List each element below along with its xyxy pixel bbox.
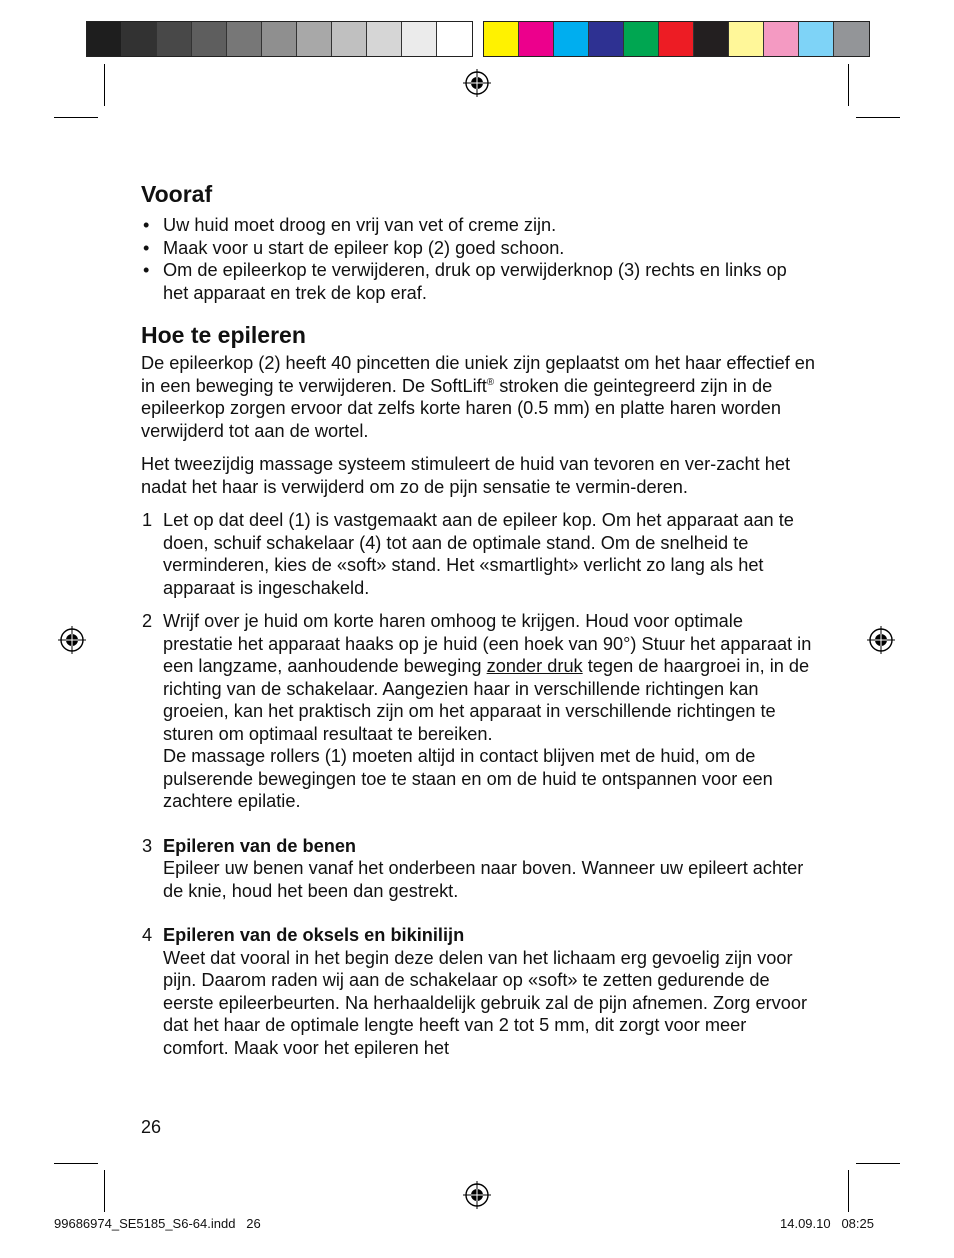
step-item — [141, 924, 816, 1059]
step-item — [141, 610, 816, 813]
step-text: De massage rollers (1) moeten altijd in contact blijven met de huid, om de pulserende bewegingen toe te staan en om de huid te ontspannen voor een zachtere epilatie. — [163, 746, 773, 811]
bullet-list — [141, 214, 816, 304]
color-swatch — [589, 22, 624, 56]
section-title-epileren: Hoe te epileren — [141, 322, 306, 348]
step-item — [141, 509, 816, 599]
gray-swatch — [402, 22, 437, 56]
step-number: 4 — [142, 925, 153, 945]
gray-swatch — [87, 22, 122, 56]
color-swatch — [729, 22, 764, 56]
registration-mark-icon — [57, 625, 87, 655]
step-text: tegen de haargroei in, in de richting van de schakelaar. Aangezien haar in verschillende richtingen kan groeien, kan het praktisch zijn om het apparaat in verschillende richtingen te sturen om optimaal resultaat te bereiken. — [163, 656, 810, 744]
crop-mark — [104, 1170, 105, 1212]
page-content — [141, 180, 816, 1059]
registration-mark-icon — [462, 1180, 492, 1210]
steps-list — [141, 509, 816, 1059]
crop-mark — [856, 1163, 900, 1164]
intro-paragraph: De epileerkop (2) heeft 40 pincetten die uniek zijn geplaatst om het haar effectief en in een beweging te verwijderen. De SoftLift® stroken die geintegreerd zijn in de epileerkop zorgen ervoor dat zelfs korte haren (0.5 mm) en platte haren worden verwijderd tot aan de wortel. — [141, 353, 816, 441]
section-title-vooraf: Vooraf — [141, 181, 213, 207]
grayscale-calibration-bar — [86, 21, 473, 57]
step-number: 3 — [142, 835, 153, 856]
color-swatch — [659, 22, 694, 56]
step-text: Weet dat vooral in het begin deze delen van het lichaam erg gevoelig zijn voor pijn. Daarom raden wij aan de schakelaar op «soft» te zetten gedurende de eerste epileerbeurten. Na herhaaldelijk gebruik zal de pijn afnemen. Zorg ervoor dat het haar de optimale lengte heeft van 2 tot 5 mm, dit zorgt voor meer comfort. Maak voor het epileren het — [163, 947, 808, 1058]
gray-swatch — [192, 22, 227, 56]
crop-mark — [848, 1170, 849, 1212]
massage-paragraph: Het tweezijdig massage systeem stimuleert de huid van tevoren en ver-zacht het nadat het haar is verwijderd om zo de pijn sensatie te vermin-deren. — [141, 454, 791, 497]
list-item: • Maak voor u start de epileer kop (2) goed schoon. — [141, 237, 816, 260]
color-swatch — [554, 22, 589, 56]
step-text: Let op dat deel (1) is vastgemaakt aan de epileer kop. Om het apparaat aan te doen, schuif schakelaar (4) tot aan de optimale stand. Om de snelheid te verminderen, kies de «soft» stand. Het «smartlight» verlicht zo lang als het apparaat is ingeschakeld. — [163, 510, 794, 598]
emphasis-underline: zonder druk — [486, 656, 583, 676]
step-text: Wrijf over je huid om korte haren omhoog te krijgen. Houd voor optimale prestatie het apparaat haaks op je huid (een hoek van 90°) Stuur het apparaat in een langzame, aanhoudende beweging — [163, 611, 812, 676]
gray-swatch — [227, 22, 262, 56]
registered-mark: ® — [486, 376, 495, 388]
registration-mark-icon — [462, 68, 492, 98]
page-number: 26 — [141, 1117, 162, 1137]
gray-swatch — [297, 22, 332, 56]
color-swatch — [519, 22, 554, 56]
registration-mark-icon — [866, 625, 896, 655]
color-swatch — [484, 22, 519, 56]
gray-swatch — [157, 22, 192, 56]
step-item — [141, 835, 816, 903]
color-swatch — [694, 22, 729, 56]
gray-swatch — [367, 22, 402, 56]
crop-mark — [856, 117, 900, 118]
step-title: Epileren van de oksels en bikinilijn — [163, 925, 465, 945]
crop-mark — [54, 1163, 98, 1164]
gray-swatch — [122, 22, 157, 56]
footer-file-info: 99686974_SE5185_S6-64.indd 26 — [54, 1216, 261, 1231]
gray-swatch — [437, 22, 472, 56]
list-item: • Uw huid moet droog en vrij van vet of creme zijn. — [141, 214, 816, 237]
step-number: 2 — [142, 611, 153, 631]
crop-mark — [104, 64, 105, 106]
color-swatch — [834, 22, 869, 56]
step-number: 1 — [142, 510, 153, 530]
color-swatch — [624, 22, 659, 56]
step-title: Epileren van de benen — [163, 835, 357, 856]
step-text: Epileer uw benen vanaf het onderbeen naar boven. Wanneer uw epileert achter de knie, houd het been dan gestrekt. — [163, 858, 804, 901]
crop-mark — [848, 64, 849, 106]
crop-mark — [54, 117, 98, 118]
color-swatch — [799, 22, 834, 56]
footer-date-time: 14.09.10 08:25 — [780, 1216, 874, 1231]
color-calibration-bar — [483, 21, 870, 57]
gray-swatch — [332, 22, 367, 56]
gray-swatch — [262, 22, 297, 56]
list-item: • Om de epileerkop te verwijderen, druk op verwijderknop (3) rechts en links op het apparaat en trek de kop eraf. — [141, 259, 816, 304]
color-swatch — [764, 22, 799, 56]
